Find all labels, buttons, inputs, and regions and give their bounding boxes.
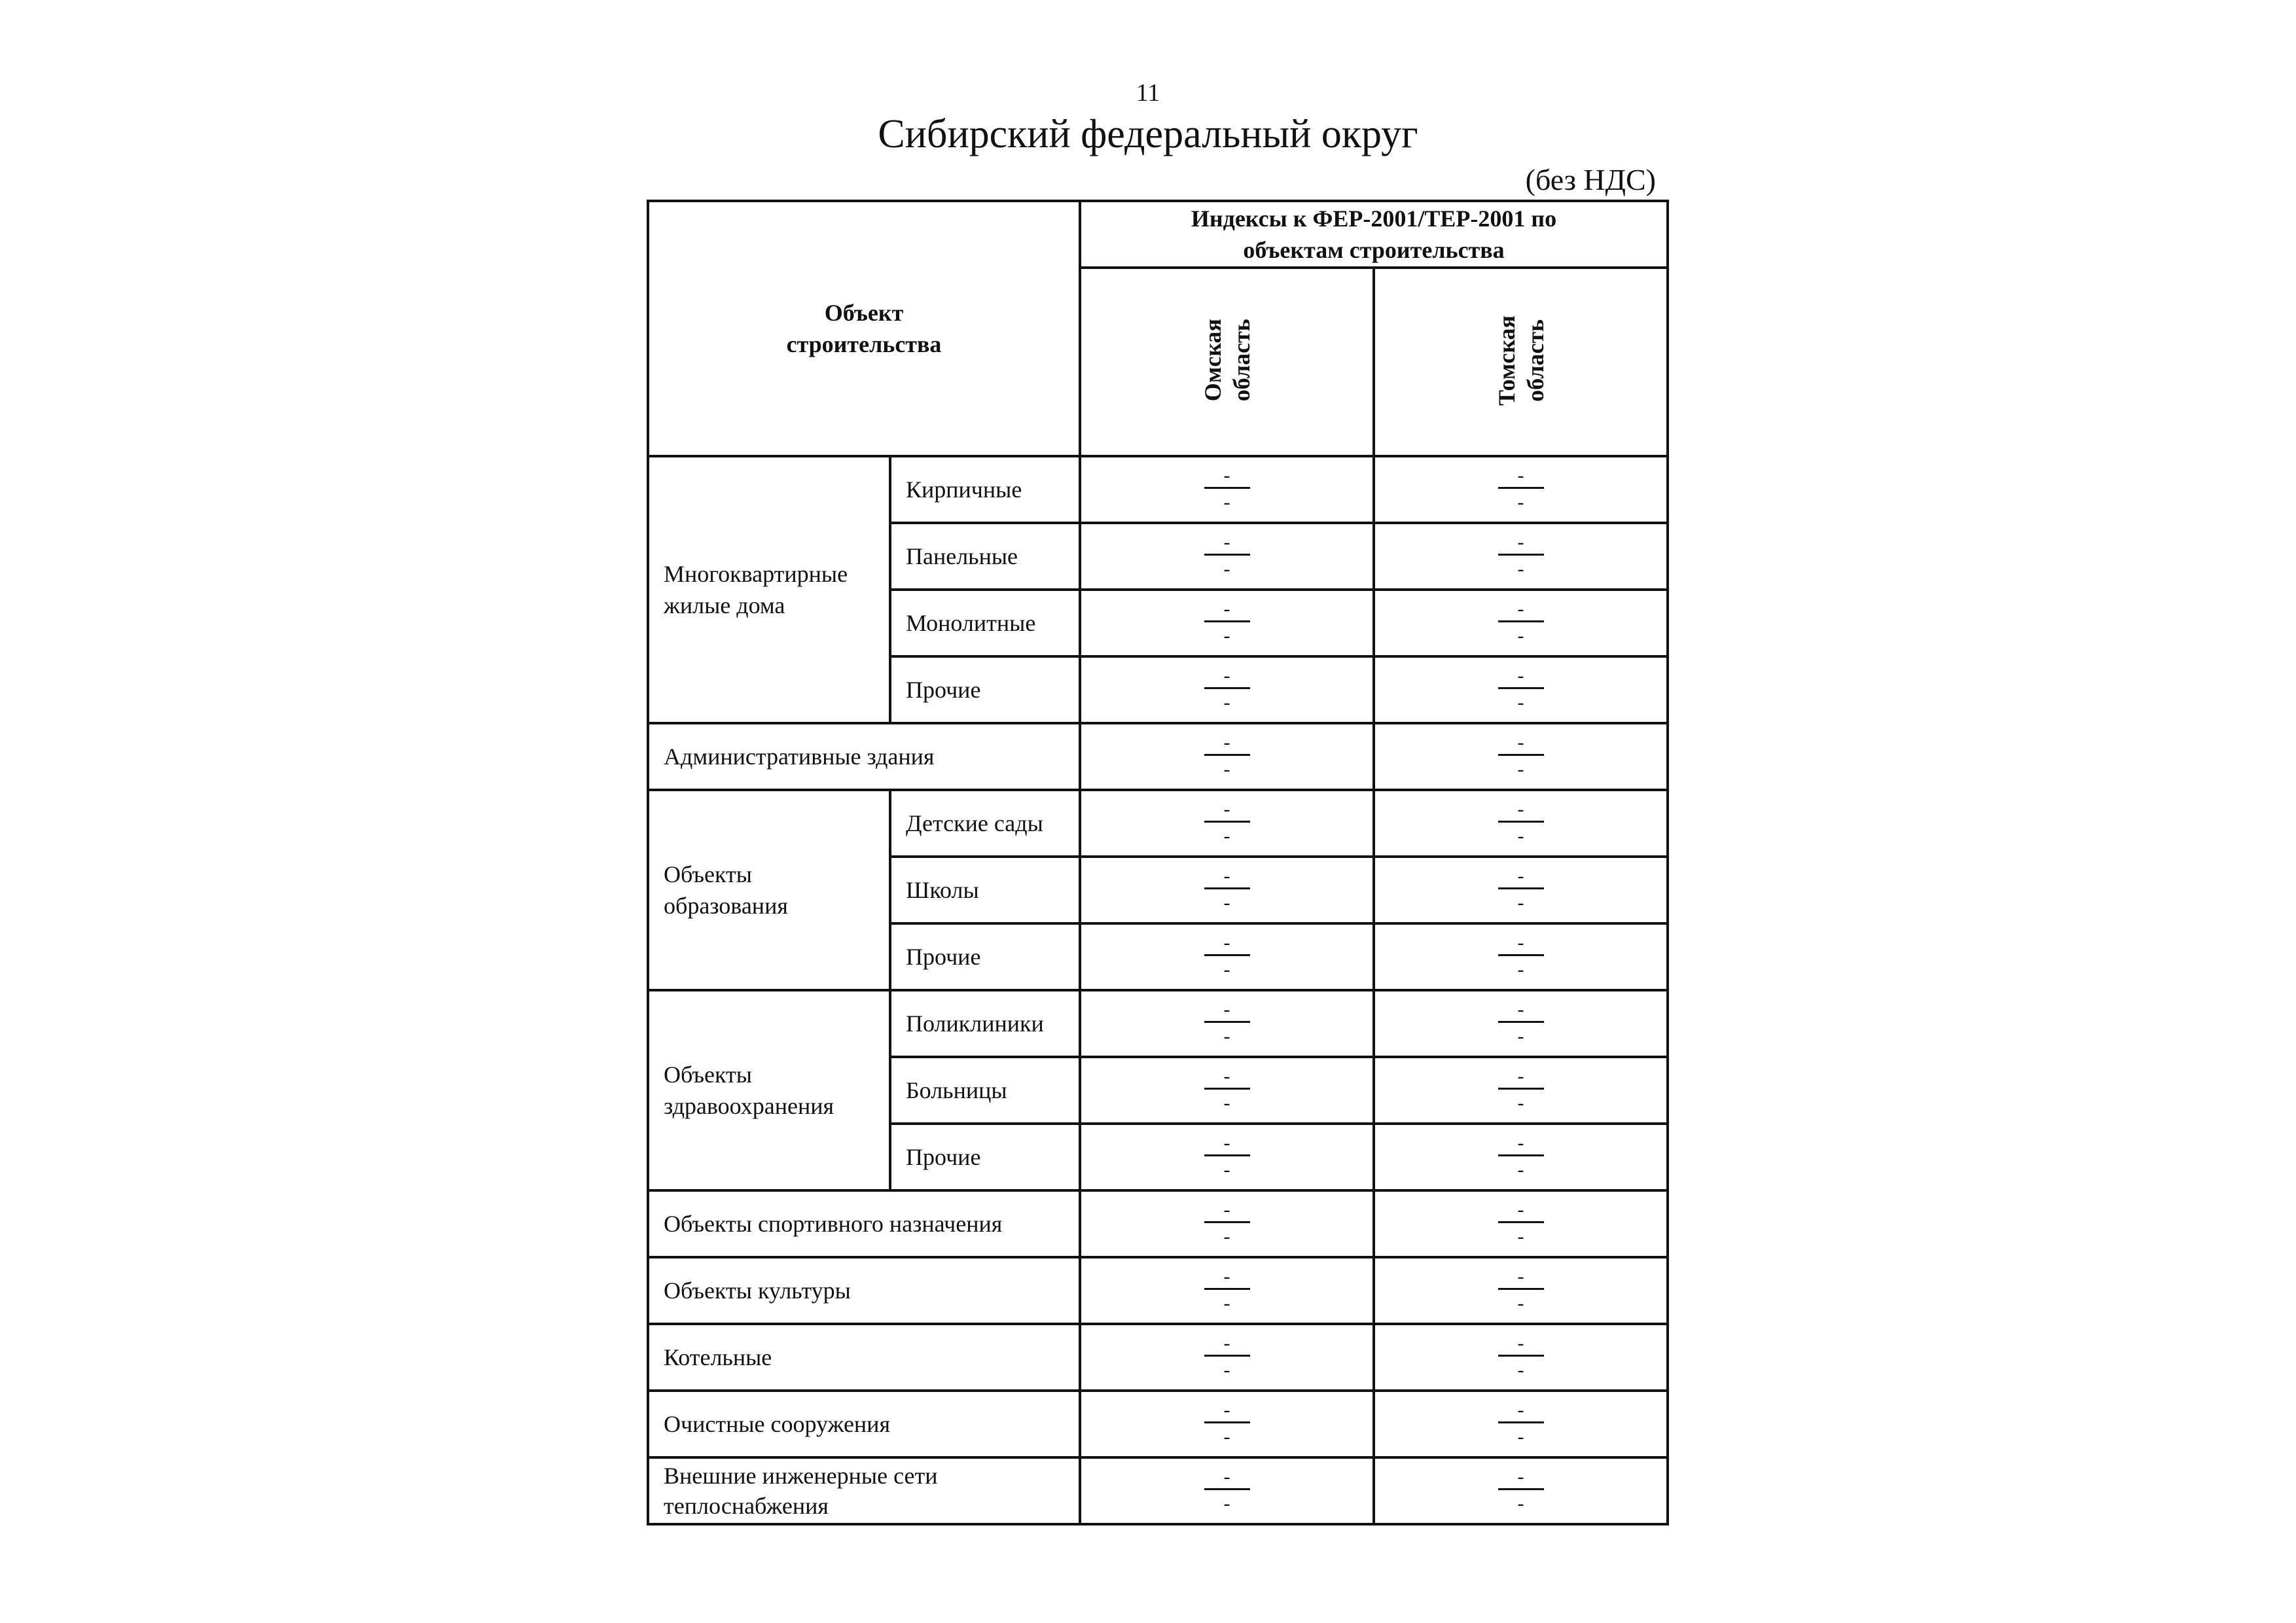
value-cell-tomsk [1374, 923, 1668, 990]
fraction-denominator: - [1517, 491, 1524, 513]
value-cell-tomsk [1374, 990, 1668, 1057]
fraction-numerator: - [1498, 1402, 1544, 1423]
value-cell-omsk [1080, 1124, 1374, 1190]
value-cell-omsk [1080, 790, 1374, 857]
fraction-numerator: - [1204, 467, 1250, 489]
fraction-value [1498, 1132, 1544, 1181]
fraction-value [1204, 1065, 1250, 1114]
vat-note: (без НДС) [1525, 163, 1656, 196]
value-cell-omsk [1080, 1391, 1374, 1457]
row-label-heat-networks [648, 1457, 1080, 1524]
fraction-numerator: - [1498, 1068, 1544, 1090]
fraction-numerator: - [1498, 534, 1544, 556]
fraction-denominator: - [1517, 1359, 1524, 1381]
fraction-numerator: - [1204, 1335, 1250, 1357]
row-label-kindergartens: Детские сады [890, 790, 1080, 857]
page-title: Сибирский федеральный округ [878, 112, 1418, 156]
heat-networks-line1: Внешние инженерные сети [664, 1463, 938, 1489]
fraction-value [1204, 1199, 1250, 1247]
region-tomsk-line2: область [1522, 319, 1549, 402]
header-indices-line1: Индексы к ФЕР-2001/ТЕР-2001 по [1191, 205, 1557, 232]
table-row [648, 990, 1668, 1057]
page-number: 11 [1136, 79, 1160, 107]
fraction-denominator: - [1223, 758, 1230, 780]
fraction-denominator: - [1223, 1359, 1230, 1381]
fraction-denominator: - [1517, 959, 1524, 980]
fraction-numerator: - [1204, 1469, 1250, 1490]
fraction-denominator: - [1223, 1226, 1230, 1247]
fraction-value [1204, 798, 1250, 847]
value-cell-tomsk [1374, 456, 1668, 523]
fraction-numerator: - [1498, 601, 1544, 622]
fraction-numerator: - [1498, 1268, 1544, 1290]
fraction-value [1498, 1268, 1544, 1312]
row-label-boilers: Котельные [648, 1324, 1080, 1391]
row-label-culture: Объекты культуры [648, 1257, 1080, 1324]
row-label-panel: Панельные [890, 523, 1080, 590]
fraction-numerator: - [1498, 1001, 1544, 1023]
fraction-denominator: - [1517, 825, 1524, 847]
index-table [647, 200, 1669, 1525]
value-cell-omsk [1080, 1457, 1374, 1524]
fraction-numerator: - [1204, 1135, 1250, 1156]
header-object-line1: Объект [824, 300, 904, 326]
fraction-value [1204, 1132, 1250, 1181]
fraction-denominator: - [1223, 1293, 1230, 1314]
value-cell-tomsk [1374, 1190, 1668, 1257]
fraction-value [1498, 1399, 1544, 1448]
fraction-denominator: - [1517, 625, 1524, 647]
fraction-denominator: - [1517, 892, 1524, 914]
fraction-numerator: - [1498, 668, 1544, 689]
row-label-treatment: Очистные сооружения [648, 1391, 1080, 1457]
row-label-residential-other: Прочие [890, 656, 1080, 723]
row-label-health-other: Прочие [890, 1124, 1080, 1190]
value-cell-tomsk [1374, 1057, 1668, 1124]
fraction-denominator: - [1223, 625, 1230, 647]
fraction-numerator: - [1204, 734, 1250, 756]
table-row [648, 1391, 1668, 1457]
row-label-sports: Объекты спортивного назначения [648, 1190, 1080, 1257]
header-indices [1080, 201, 1668, 268]
row-label-schools: Школы [890, 857, 1080, 923]
value-cell-tomsk [1374, 1257, 1668, 1324]
header-object-line2: строительства [786, 331, 942, 357]
fraction-value [1498, 798, 1544, 847]
value-cell-tomsk [1374, 523, 1668, 590]
table-row [648, 1457, 1668, 1524]
value-cell-tomsk [1374, 1457, 1668, 1524]
fraction-numerator: - [1204, 801, 1250, 823]
value-cell-omsk [1080, 1057, 1374, 1124]
fraction-denominator: - [1223, 558, 1230, 580]
heat-networks-line2: теплоснабжения [664, 1493, 829, 1519]
fraction-numerator: - [1204, 668, 1250, 689]
value-cell-omsk [1080, 523, 1374, 590]
fraction-numerator: - [1204, 601, 1250, 622]
table-row [648, 456, 1668, 523]
row-label-education-other: Прочие [890, 923, 1080, 990]
header-indices-line2: объектам строительства [1243, 237, 1505, 263]
table-row [648, 1190, 1668, 1257]
group-education-line2: образования [664, 893, 788, 919]
fraction-numerator: - [1204, 935, 1250, 956]
value-cell-omsk [1080, 590, 1374, 656]
group-residential-line1: Многоквартирные [664, 561, 848, 587]
fraction-denominator: - [1517, 558, 1524, 580]
value-cell-tomsk [1374, 790, 1668, 857]
group-residential-line2: жилые дома [664, 592, 785, 618]
fraction-denominator: - [1517, 1426, 1524, 1448]
fraction-denominator: - [1517, 692, 1524, 713]
fraction-value [1204, 531, 1250, 580]
fraction-value [1204, 665, 1250, 713]
fraction-denominator: - [1223, 892, 1230, 914]
value-cell-tomsk [1374, 1391, 1668, 1457]
fraction-denominator: - [1517, 1493, 1524, 1514]
fraction-numerator: - [1204, 1268, 1250, 1290]
fraction-denominator: - [1517, 1226, 1524, 1247]
fraction-value [1204, 467, 1250, 511]
fraction-numerator: - [1498, 467, 1544, 489]
header-object [648, 201, 1080, 456]
fraction-value [1204, 1268, 1250, 1312]
fraction-value [1204, 1399, 1250, 1448]
region-tomsk-line1: Томская [1493, 315, 1520, 406]
row-label-hospitals: Больницы [890, 1057, 1080, 1124]
fraction-value [1498, 734, 1544, 778]
fraction-denominator: - [1223, 825, 1230, 847]
group-health-line2: здравоохранения [664, 1093, 834, 1119]
row-label-administrative: Административные здания [648, 723, 1080, 790]
region-omsk-line1: Омская [1199, 319, 1226, 402]
value-cell-omsk [1080, 1324, 1374, 1391]
fraction-value [1498, 467, 1544, 511]
fraction-denominator: - [1223, 1026, 1230, 1047]
fraction-denominator: - [1517, 1159, 1524, 1181]
fraction-value [1498, 1001, 1544, 1045]
value-cell-omsk [1080, 1190, 1374, 1257]
fraction-denominator: - [1223, 491, 1230, 513]
region-label-omsk [1198, 319, 1256, 401]
fraction-numerator: - [1204, 868, 1250, 889]
fraction-numerator: - [1204, 1068, 1250, 1090]
fraction-numerator: - [1204, 1202, 1250, 1223]
value-cell-omsk [1080, 857, 1374, 923]
value-cell-omsk [1080, 723, 1374, 790]
region-omsk-line2: область [1228, 319, 1255, 402]
group-education-line1: Объекты [664, 861, 752, 887]
fraction-value [1204, 865, 1250, 914]
fraction-value [1498, 1466, 1544, 1514]
fraction-value [1498, 598, 1544, 647]
fraction-denominator: - [1517, 1026, 1524, 1047]
table-row [648, 1324, 1668, 1391]
fraction-denominator: - [1517, 1293, 1524, 1314]
value-cell-tomsk [1374, 723, 1668, 790]
fraction-numerator: - [1204, 1001, 1250, 1023]
value-cell-tomsk [1374, 1124, 1668, 1190]
fraction-denominator: - [1223, 692, 1230, 713]
fraction-value [1498, 665, 1544, 713]
fraction-denominator: - [1223, 1426, 1230, 1448]
value-cell-omsk [1080, 923, 1374, 990]
row-label-brick: Кирпичные [890, 456, 1080, 523]
fraction-denominator: - [1517, 1092, 1524, 1114]
fraction-value [1498, 531, 1544, 580]
value-cell-tomsk [1374, 1324, 1668, 1391]
fraction-value [1204, 1001, 1250, 1045]
fraction-numerator: - [1498, 1202, 1544, 1223]
group-residential [648, 456, 890, 723]
fraction-numerator: - [1498, 1135, 1544, 1156]
value-cell-omsk [1080, 456, 1374, 523]
fraction-denominator: - [1223, 959, 1230, 980]
value-cell-omsk [1080, 1257, 1374, 1324]
table-row [648, 1257, 1668, 1324]
value-cell-tomsk [1374, 656, 1668, 723]
row-label-clinics: Поликлиники [890, 990, 1080, 1057]
fraction-value [1498, 1199, 1544, 1247]
fraction-value [1498, 865, 1544, 914]
fraction-value [1498, 932, 1544, 980]
fraction-denominator: - [1223, 1092, 1230, 1114]
region-label-tomsk [1492, 315, 1550, 406]
fraction-denominator: - [1517, 758, 1524, 780]
group-education [648, 790, 890, 990]
table-row [648, 723, 1668, 790]
header-region-omsk [1080, 268, 1374, 456]
value-cell-tomsk [1374, 590, 1668, 656]
fraction-value [1204, 1466, 1250, 1514]
fraction-value [1498, 1065, 1544, 1114]
fraction-value [1498, 1332, 1544, 1381]
fraction-value [1204, 598, 1250, 647]
fraction-numerator: - [1498, 868, 1544, 889]
group-health [648, 990, 890, 1190]
header-region-tomsk [1374, 268, 1668, 456]
fraction-numerator: - [1498, 1469, 1544, 1490]
fraction-value [1204, 932, 1250, 980]
fraction-numerator: - [1498, 801, 1544, 823]
value-cell-tomsk [1374, 857, 1668, 923]
row-label-monolithic: Монолитные [890, 590, 1080, 656]
fraction-numerator: - [1498, 1335, 1544, 1357]
fraction-numerator: - [1204, 1402, 1250, 1423]
value-cell-omsk [1080, 656, 1374, 723]
table-row [648, 790, 1668, 857]
group-health-line1: Объекты [664, 1061, 752, 1088]
fraction-numerator: - [1498, 935, 1544, 956]
fraction-numerator: - [1498, 734, 1544, 756]
fraction-denominator: - [1223, 1493, 1230, 1514]
fraction-denominator: - [1223, 1159, 1230, 1181]
fraction-value [1204, 1332, 1250, 1381]
header-row [648, 201, 1668, 268]
fraction-numerator: - [1204, 534, 1250, 556]
fraction-value [1204, 734, 1250, 778]
value-cell-omsk [1080, 990, 1374, 1057]
